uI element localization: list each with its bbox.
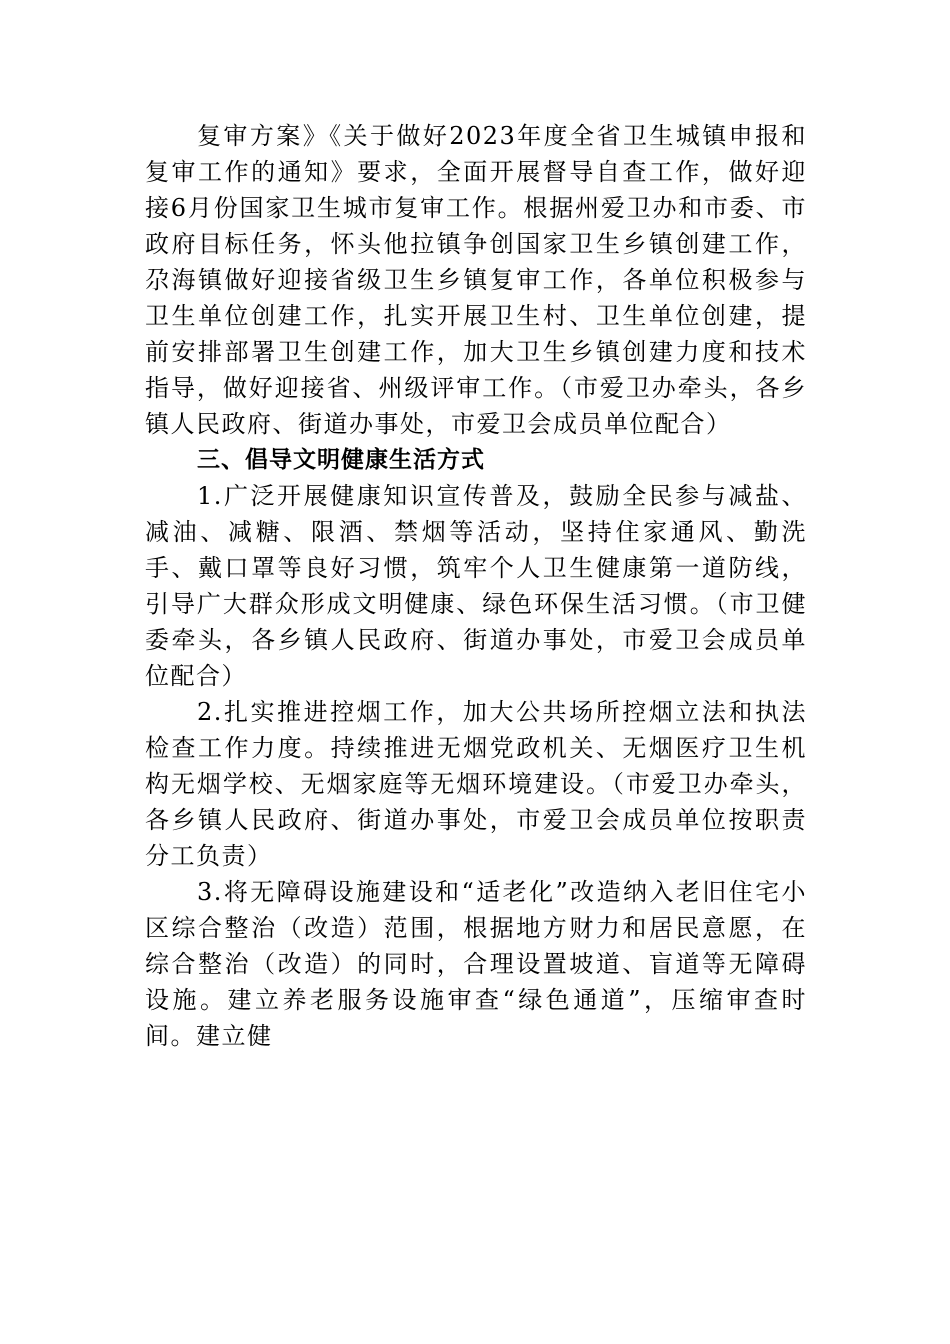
paragraph-review-plan: 复审方案》《关于做好2023年度全省卫生城镇申报和复审工作的通知》要求，全面开展督导自查工作，做好迎接6月份国家卫生城市复审工作。根据州爱卫办和市委、市政府目标任务，怀头他拉镇争创国家卫生乡镇创建工作，尕海镇做好迎接省级卫生乡镇复审工作，各单位积极参与卫生单位创建工作，扎实开展卫生村、卫生单位创建，提前安排部署卫生创建工作，加大卫生乡镇创建力度和技术指导，做好迎接省、州级评审工作。（市爱卫办牵头，各乡镇人民政府、街道办事处，市爱卫会成员单位配合）: [145, 122, 807, 438]
document-body: [145, 118, 807, 1054]
list-item-tobacco-control: 2.扎实推进控烟工作，加大公共场所控烟立法和执法检查工作力度。持续推进无烟党政机关、无烟医疗卫生机构无烟学校、无烟家庭等无烟环境建设。（市爱卫办牵头，各乡镇人民政府、街道办事处，市爱卫会成员单位按职责分工负责）: [145, 698, 807, 870]
section-heading-3: 三、倡导文明健康生活方式: [197, 447, 485, 473]
list-item-accessibility: 3.将无障碍设施建设和“适老化”改造纳入老旧住宅小区综合整治（改造）范围，根据地方财力和居民意愿，在综合整治（改造）的同时，合理设置坡道、盲道等无障碍设施。建立养老服务设施审查“绿色通道”，压缩审查时间。建立健: [145, 878, 807, 1050]
list-item-health-knowledge: 1.广泛开展健康知识宣传普及，鼓励全民参与减盐、减油、减糖、限酒、禁烟等活动，坚持住家通风、勤洗手、戴口罩等良好习惯，筑牢个人卫生健康第一道防线，引导广大群众形成文明健康、绿色环保生活习惯。（市卫健委牵头，各乡镇人民政府、街道办事处，市爱卫会成员单位配合）: [145, 482, 807, 690]
